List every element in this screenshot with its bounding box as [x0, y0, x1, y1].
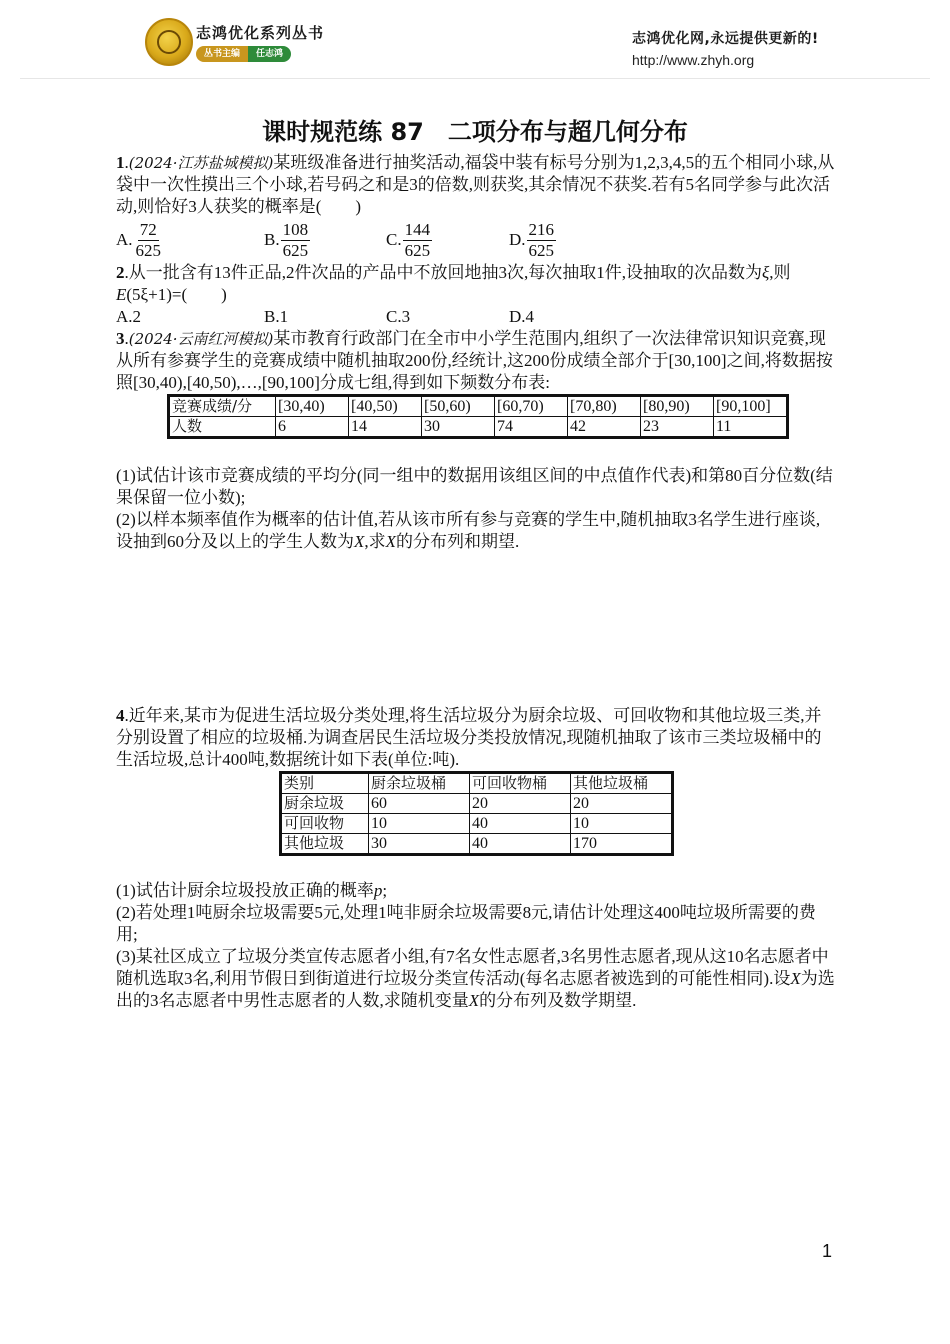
- table-cell: 40: [470, 814, 571, 834]
- question-3-part-2-text: 的分布列和期望.: [396, 532, 520, 551]
- header-url: http://www.zhyh.org: [632, 52, 755, 68]
- table-cell: 11: [714, 417, 788, 438]
- table-cell: 20: [571, 794, 673, 814]
- fraction-denominator: 625: [528, 240, 555, 260]
- header-divider: [20, 78, 930, 79]
- fraction-numerator: 216: [528, 219, 555, 239]
- table-cell: 10: [369, 814, 470, 834]
- table-header-cell: 类别: [281, 773, 369, 794]
- table-row: [169, 396, 788, 417]
- fraction: [403, 220, 433, 261]
- table-cell: 人数: [169, 417, 276, 438]
- choice-b: [264, 220, 386, 261]
- question-1-source: (2024·江苏盐城模拟): [128, 154, 274, 172]
- question-1-number: 1: [116, 153, 125, 172]
- question-4-part-1: [116, 880, 836, 902]
- choice-label: D.: [509, 230, 526, 249]
- fraction-denominator: 625: [135, 240, 162, 260]
- answer-space: [116, 553, 836, 705]
- question-1-choices: [116, 218, 836, 262]
- table-cell: 23: [641, 417, 714, 438]
- question-4-text: .近年来,某市为促进生活垃圾分类处理,将生活垃圾分为厨余垃圾、可回收物和其他垃圾三类,并分别设置了相应的垃圾桶.为调查居民生活垃圾分类投放情况,现随机抽取了该市三类垃圾桶中的生活垃圾,总计400吨,数据统计如下表(单位:吨).: [116, 706, 822, 769]
- question-2-number: 2: [116, 263, 125, 282]
- choice-d: D.4: [509, 307, 535, 326]
- question-4-part-3-text: 的分布列及数学期望.: [479, 991, 637, 1010]
- choice-d: [509, 220, 556, 261]
- table-cell: [40,50): [349, 396, 422, 417]
- question-3-part-1: (1)试估计该市竞赛成绩的平均分(同一组中的数据用该组区间的中点值作代表)和第80百分位数(结果保留一位小数);: [116, 466, 833, 507]
- table-cell: 10: [571, 814, 673, 834]
- question-4-part-1-text: (1)试估计厨余垃圾投放正确的概率: [116, 881, 374, 900]
- fraction: [134, 220, 164, 261]
- question-4-part-3-text: 为选出的3名志愿者中男性志愿者的人数,求随机变量: [116, 969, 835, 1010]
- question-4-part-3-text: (3)某社区成立了垃圾分类宣传志愿者小组,有7名女性志愿者,3名男性志愿者,现从这10名志愿者中随机选取3名,利用节假日到街道进行垃圾分类宣传活动(每名志愿者被选到的可能性相同).设: [116, 947, 829, 988]
- question-4-part-3: [116, 946, 836, 1012]
- question-4-part-2: (2)若处理1吨厨余垃圾需要5元,处理1吨非厨余垃圾需要8元,请估计处理这400吨垃圾所需要的费用;: [116, 903, 816, 944]
- waste-table: [279, 771, 674, 856]
- table-cell: 30: [422, 417, 495, 438]
- question-1: [116, 152, 836, 218]
- math-var-xi: ξ: [762, 263, 770, 282]
- exercise-content: [116, 152, 836, 1012]
- page-header: [0, 0, 950, 80]
- choice-a: [116, 220, 264, 261]
- table-cell: 14: [349, 417, 422, 438]
- question-3-number: 3: [116, 329, 125, 348]
- question-3-text: 某市教育行政部门在全市中小学生范围内,组织了一次法律常识知识竞赛,现从所有参赛学生的竞赛成绩中随机抽取200份,经统计,这200份成绩全部介于[30,100]之间,将数据按照[30,40),[40,50),…,[90,100]分成七组,得到如下频数分布表:: [116, 329, 833, 392]
- table-cell: 厨余垃圾: [281, 794, 369, 814]
- math-var-p: p: [373, 881, 383, 900]
- choice-c: C.3: [386, 307, 411, 326]
- editor-label: 丛书主编: [196, 46, 248, 62]
- table-cell: [60,70): [495, 396, 568, 417]
- page-title: 课时规范练 87 二项分布与超几何分布: [262, 118, 688, 146]
- table-cell: 6: [276, 417, 349, 438]
- choice-label: C.: [386, 230, 402, 249]
- editor-badge: [196, 46, 291, 62]
- publisher-logo-icon: [145, 18, 193, 66]
- table-cell: [70,80): [568, 396, 641, 417]
- fraction-denominator: 625: [404, 240, 431, 260]
- table-header-cell: 厨余垃圾桶: [369, 773, 470, 794]
- table-row: [281, 814, 673, 834]
- question-2-text: .从一批含有13件正品,2件次品的产品中不放回地抽3次,每次抽取1件,设抽取的次品数为: [124, 263, 762, 282]
- math-var-e: E: [116, 285, 127, 304]
- question-3-punct: .: [124, 329, 129, 348]
- fraction-numerator: 144: [404, 219, 431, 239]
- question-2-choices: [116, 306, 836, 328]
- table-cell: 170: [571, 834, 673, 855]
- table-row: [281, 834, 673, 855]
- table-cell: 其他垃圾: [281, 834, 369, 855]
- question-4: [116, 705, 836, 771]
- table-cell: [90,100]: [714, 396, 788, 417]
- question-3-part-2-text: (2)以样本频率值作为概率的估计值,若从该市所有参与竞赛的学生中,随机抽取3名学生进行座谈,设抽到60分及以上的学生人数为: [116, 510, 821, 551]
- table-row: [169, 417, 788, 438]
- editor-name: 任志鸿: [248, 46, 291, 62]
- question-3-part-2: [116, 509, 836, 553]
- table-row: [281, 794, 673, 814]
- question-2-text: (5ξ+1)=( ): [126, 285, 227, 304]
- math-var-x: X: [354, 532, 365, 551]
- choice-b: B.1: [264, 307, 289, 326]
- choice-label: A.: [116, 230, 133, 249]
- question-4-number: 4: [116, 706, 125, 725]
- choice-label: B.: [264, 230, 280, 249]
- fraction-denominator: 625: [282, 240, 309, 260]
- question-3: [116, 328, 836, 394]
- table-cell: [50,60): [422, 396, 495, 417]
- table-cell: 74: [495, 417, 568, 438]
- table-cell: 40: [470, 834, 571, 855]
- table-cell: [30,40): [276, 396, 349, 417]
- header-slogan: 志鸿优化网,永远提供更新的!: [632, 31, 819, 47]
- page-number: 1: [822, 1241, 833, 1261]
- question-2: [116, 262, 836, 306]
- frequency-table: [167, 394, 789, 439]
- fraction: [281, 220, 311, 261]
- question-1-text: 某班级准备进行抽奖活动,福袋中装有标号分别为1,2,3,4,5的五个相同小球,从袋中一次性摸出三个小球,若号码之和是3的倍数,则获奖,其余情况不获奖.若有5名同学参与此次活动,则恰好3人获奖的概率是( ): [116, 153, 835, 216]
- choice-a: A.2: [116, 307, 142, 326]
- question-3-source: (2024·云南红河模拟): [128, 330, 274, 348]
- question-4-part-1-text: ;: [382, 881, 388, 900]
- table-header-cell: 可回收物桶: [470, 773, 571, 794]
- table-cell: 可回收物: [281, 814, 369, 834]
- table-row: [281, 773, 673, 794]
- question-2-text: ,则: [769, 263, 791, 282]
- fraction-numerator: 72: [139, 219, 157, 239]
- table-cell: 60: [369, 794, 470, 814]
- table-header-cell: 其他垃圾桶: [571, 773, 673, 794]
- math-var-x: X: [790, 969, 801, 988]
- fraction-numerator: 108: [282, 219, 309, 239]
- table-cell: 竞赛成绩/分: [169, 396, 276, 417]
- choice-c: [386, 220, 509, 261]
- math-var-x: X: [468, 991, 480, 1010]
- series-title: 志鸿优化系列丛书: [196, 24, 325, 42]
- table-cell: [80,90): [641, 396, 714, 417]
- math-var-x: X: [385, 532, 397, 551]
- table-cell: 42: [568, 417, 641, 438]
- table-cell: 20: [470, 794, 571, 814]
- question-1-punct: .: [124, 153, 129, 172]
- table-cell: 30: [369, 834, 470, 855]
- fraction: [527, 220, 557, 261]
- question-3-part-2-text: ,求: [364, 532, 386, 551]
